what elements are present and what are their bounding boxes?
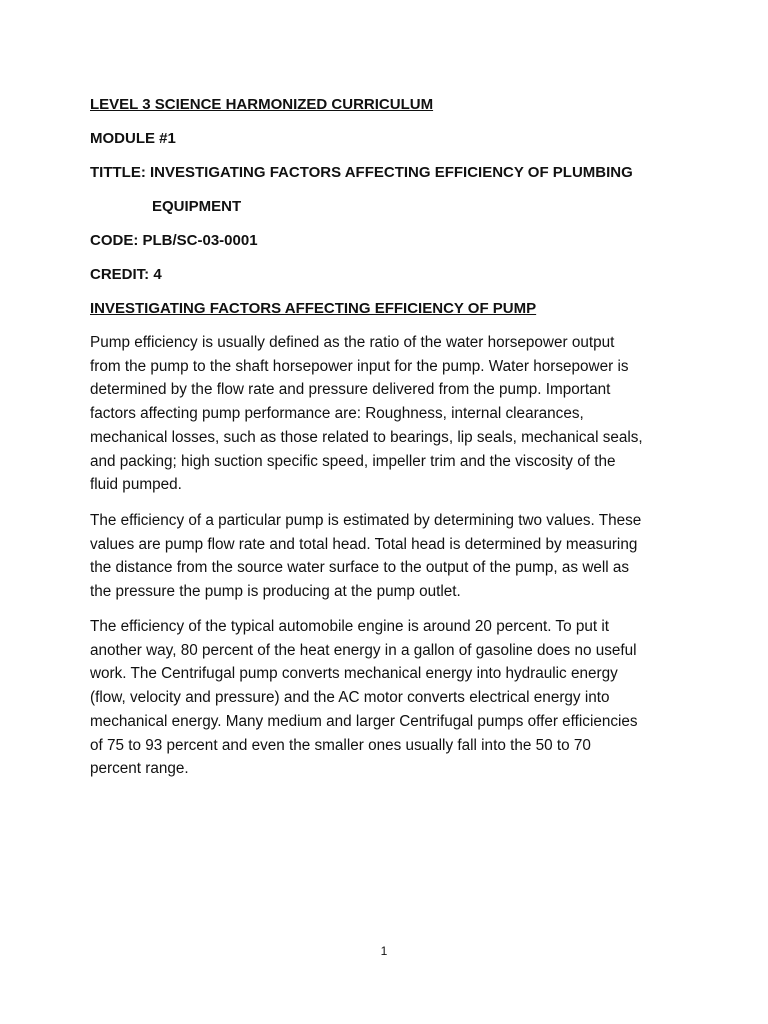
paragraph-line: and packing; high suction specific speed, impeller trim and the viscosity of the (90, 452, 616, 470)
paragraph-3 (90, 615, 680, 781)
paragraph-line: (flow, velocity and pressure) and the AC motor converts electrical energy into (90, 689, 610, 707)
paragraph-2 (90, 509, 680, 604)
paragraph-line: Pump efficiency is usually defined as the ratio of the water horsepower output (90, 334, 615, 351)
title-line-1: TITTLE: INVESTIGATING FACTORS AFFECTING EFFICIENCY OF PLUMBING (90, 164, 633, 181)
paragraph-1 (90, 331, 680, 497)
module-label: MODULE #1 (90, 130, 176, 147)
paragraph-line: values are pump flow rate and total head. Total head is determined by measuring (90, 535, 638, 553)
paragraph-line: the distance from the source water surface to the output of the pump, as well as (90, 559, 630, 577)
title-line-2: EQUIPMENT (152, 198, 242, 215)
paragraph-line: factors affecting pump performance are: Roughness, internal clearances, (90, 405, 584, 423)
paragraph-line: work. The Centrifugal pump converts mechanical energy into hydraulic energy (90, 665, 618, 683)
paragraph-line: mechanical losses, such as those related to bearings, lip seals, mechanical seals, (90, 428, 643, 446)
paragraph-line: from the pump to the shaft horsepower input for the pump. Water horsepower is (90, 357, 629, 375)
paragraph-line: The efficiency of the typical automobile engine is around 20 percent. To put it (90, 618, 610, 635)
paragraph-line: determined by the flow rate and pressure delivered from the pump. Important (90, 381, 611, 399)
section-heading: INVESTIGATING FACTORS AFFECTING EFFICIENCY OF PUMP (90, 300, 537, 317)
code-label: CODE: PLB/SC-03-0001 (90, 232, 258, 249)
paragraph-line: percent range. (90, 760, 189, 778)
page-number: 1 (380, 944, 388, 958)
paragraph-line: fluid pumped. (90, 476, 182, 494)
curriculum-heading: LEVEL 3 SCIENCE HARMONIZED CURRICULUM (90, 96, 434, 113)
paragraph-line: the pressure the pump is producing at the pump outlet. (90, 583, 461, 601)
paragraph-line: mechanical energy. Many medium and larger Centrifugal pumps offer efficiencies (90, 712, 638, 730)
paragraph-line: of 75 to 93 percent and even the smaller ones usually fall into the 50 to 70 (90, 736, 591, 754)
paragraph-line: The efficiency of a particular pump is estimated by determining two values. These (90, 512, 642, 529)
paragraph-line: another way, 80 percent of the heat energy in a gallon of gasoline does no useful (90, 641, 637, 659)
credit-label: CREDIT: 4 (90, 266, 162, 283)
